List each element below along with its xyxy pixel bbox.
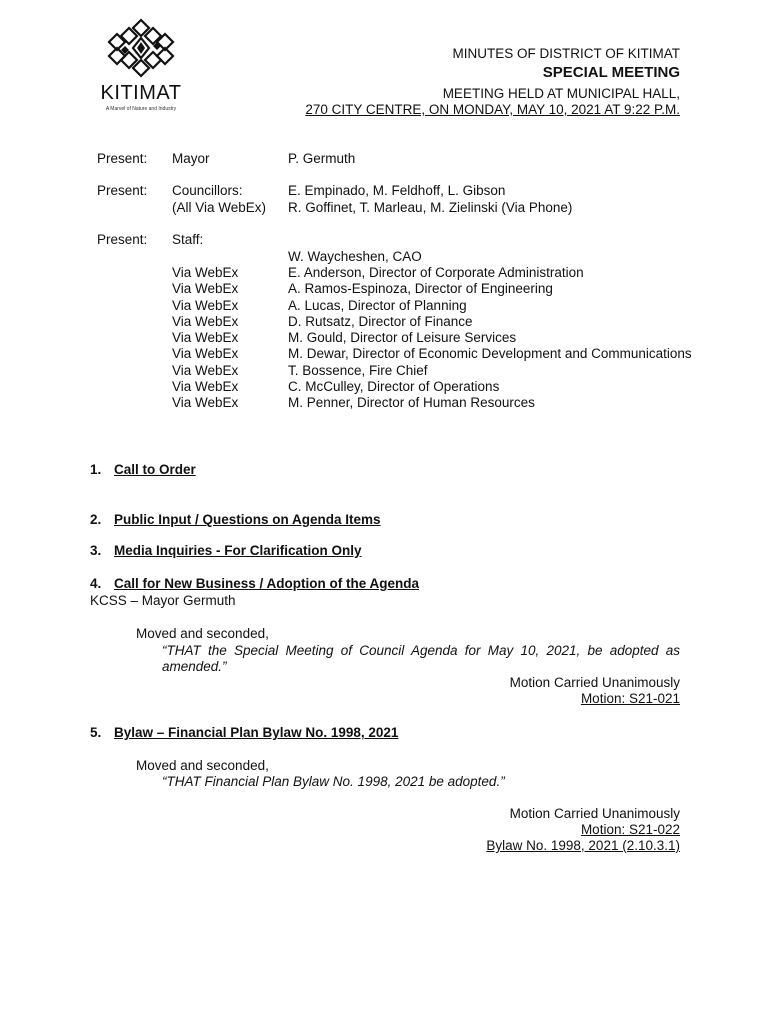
section-public-input — [90, 512, 381, 527]
motion-number: Motion: S21-022 — [580, 822, 680, 837]
staff-name: M. Dewar, Director of Economic Development and Communications — [288, 346, 692, 362]
motion-result: Motion Carried Unanimously — [509, 806, 680, 821]
header-minutes-title: MINUTES OF DISTRICT OF KITIMAT — [452, 46, 680, 61]
section-number: 1. — [90, 462, 102, 477]
section-media-inquiries — [90, 543, 362, 558]
section-number: 3. — [90, 543, 102, 558]
councillors-role: Councillors: — [172, 183, 243, 198]
staff-name: T. Bossence, Fire Chief — [288, 362, 428, 378]
section-number: 2. — [90, 512, 102, 527]
section-number: 4. — [90, 576, 102, 591]
staff-via: Via WebEx — [172, 313, 239, 329]
logo-wordmark: KITIMAT — [100, 82, 182, 104]
present-label-mayor: Present: — [97, 151, 148, 166]
kitimat-logo — [100, 16, 182, 112]
motion-text: “THAT Financial Plan Bylaw No. 1998, 2021 be adopted.” — [162, 774, 505, 789]
header-meeting-type: SPECIAL MEETING — [542, 64, 680, 81]
staff-role: Staff: — [172, 232, 204, 247]
staff-name: M. Gould, Director of Leisure Services — [288, 330, 517, 346]
staff-name: E. Anderson, Director of Corporate Administration — [288, 265, 584, 280]
present-label-councillors: Present: — [97, 183, 148, 198]
motion-text-line-1 — [162, 643, 680, 658]
staff-via: Via WebEx — [172, 346, 239, 362]
logo-tagline: A Marvel of Nature and Industry — [105, 106, 177, 112]
staff-cao: W. Waycheshen, CAO — [288, 249, 422, 264]
moved-seconded-text: Moved and seconded, — [136, 626, 269, 641]
motion-result: Motion Carried Unanimously — [509, 675, 680, 690]
bylaw-reference: Bylaw No. 1998, 2021 (2.10.3.1) — [486, 838, 680, 853]
staff-via: Via WebEx — [172, 379, 239, 395]
staff-name: M. Penner, Director of Human Resources — [288, 395, 535, 411]
section-title: Public Input / Questions on Agenda Items — [114, 512, 381, 527]
section-4-subheading: KCSS – Mayor Germuth — [90, 593, 236, 608]
councillors-names-2: R. Goffinet, T. Marleau, M. Zielinski (Via Phone) — [288, 200, 573, 215]
staff-via: Via WebEx — [172, 265, 239, 280]
staff-name: C. McCulley, Director of Operations — [288, 379, 500, 395]
header-location: MEETING HELD AT MUNICIPAL HALL, — [442, 86, 680, 101]
section-title: Call to Order — [114, 462, 196, 477]
mayor-role: Mayor — [172, 151, 210, 166]
staff-name: A. Ramos-Espinoza, Director of Engineering — [288, 281, 553, 297]
motion-text: “THAT the Special Meeting of Council Agenda for May 10, 2021, be adopted as — [162, 643, 680, 658]
moved-seconded-text: Moved and seconded, — [136, 758, 269, 773]
staff-via: Via WebEx — [172, 362, 239, 378]
section-call-to-order — [90, 462, 196, 477]
councillors-names-1: E. Empinado, M. Feldhoff, L. Gibson — [288, 183, 506, 198]
staff-name: D. Rutsatz, Director of Finance — [288, 313, 473, 329]
staff-name-list — [288, 265, 692, 412]
staff-via: Via WebEx — [172, 330, 239, 346]
section-bylaw — [90, 725, 398, 740]
motion-number: Motion: S21-021 — [580, 691, 680, 706]
staff-name: A. Lucas, Director of Planning — [288, 297, 467, 313]
section-title: Bylaw – Financial Plan Bylaw No. 1998, 2021 — [114, 725, 399, 740]
section-new-business — [90, 576, 419, 591]
section-title: Call for New Business / Adoption of the Agenda — [114, 576, 420, 591]
section-title: Media Inquiries - For Clarification Only — [114, 543, 362, 558]
present-label-staff: Present: — [97, 232, 148, 247]
mayor-name: P. Germuth — [288, 151, 356, 166]
header-date-time: 270 CITY CENTRE, ON MONDAY, MAY 10, 2021 AT 9:22 P.M. — [305, 102, 680, 117]
staff-via-list — [172, 265, 238, 412]
councillors-role-note: (All Via WebEx) — [172, 200, 267, 215]
section-number: 5. — [90, 725, 102, 740]
snowflake-logo-icon — [103, 16, 179, 80]
staff-via: Via WebEx — [172, 297, 239, 313]
staff-via: Via WebEx — [172, 281, 239, 297]
staff-via: Via WebEx — [172, 395, 239, 411]
motion-text-line-2: amended.” — [162, 659, 227, 674]
